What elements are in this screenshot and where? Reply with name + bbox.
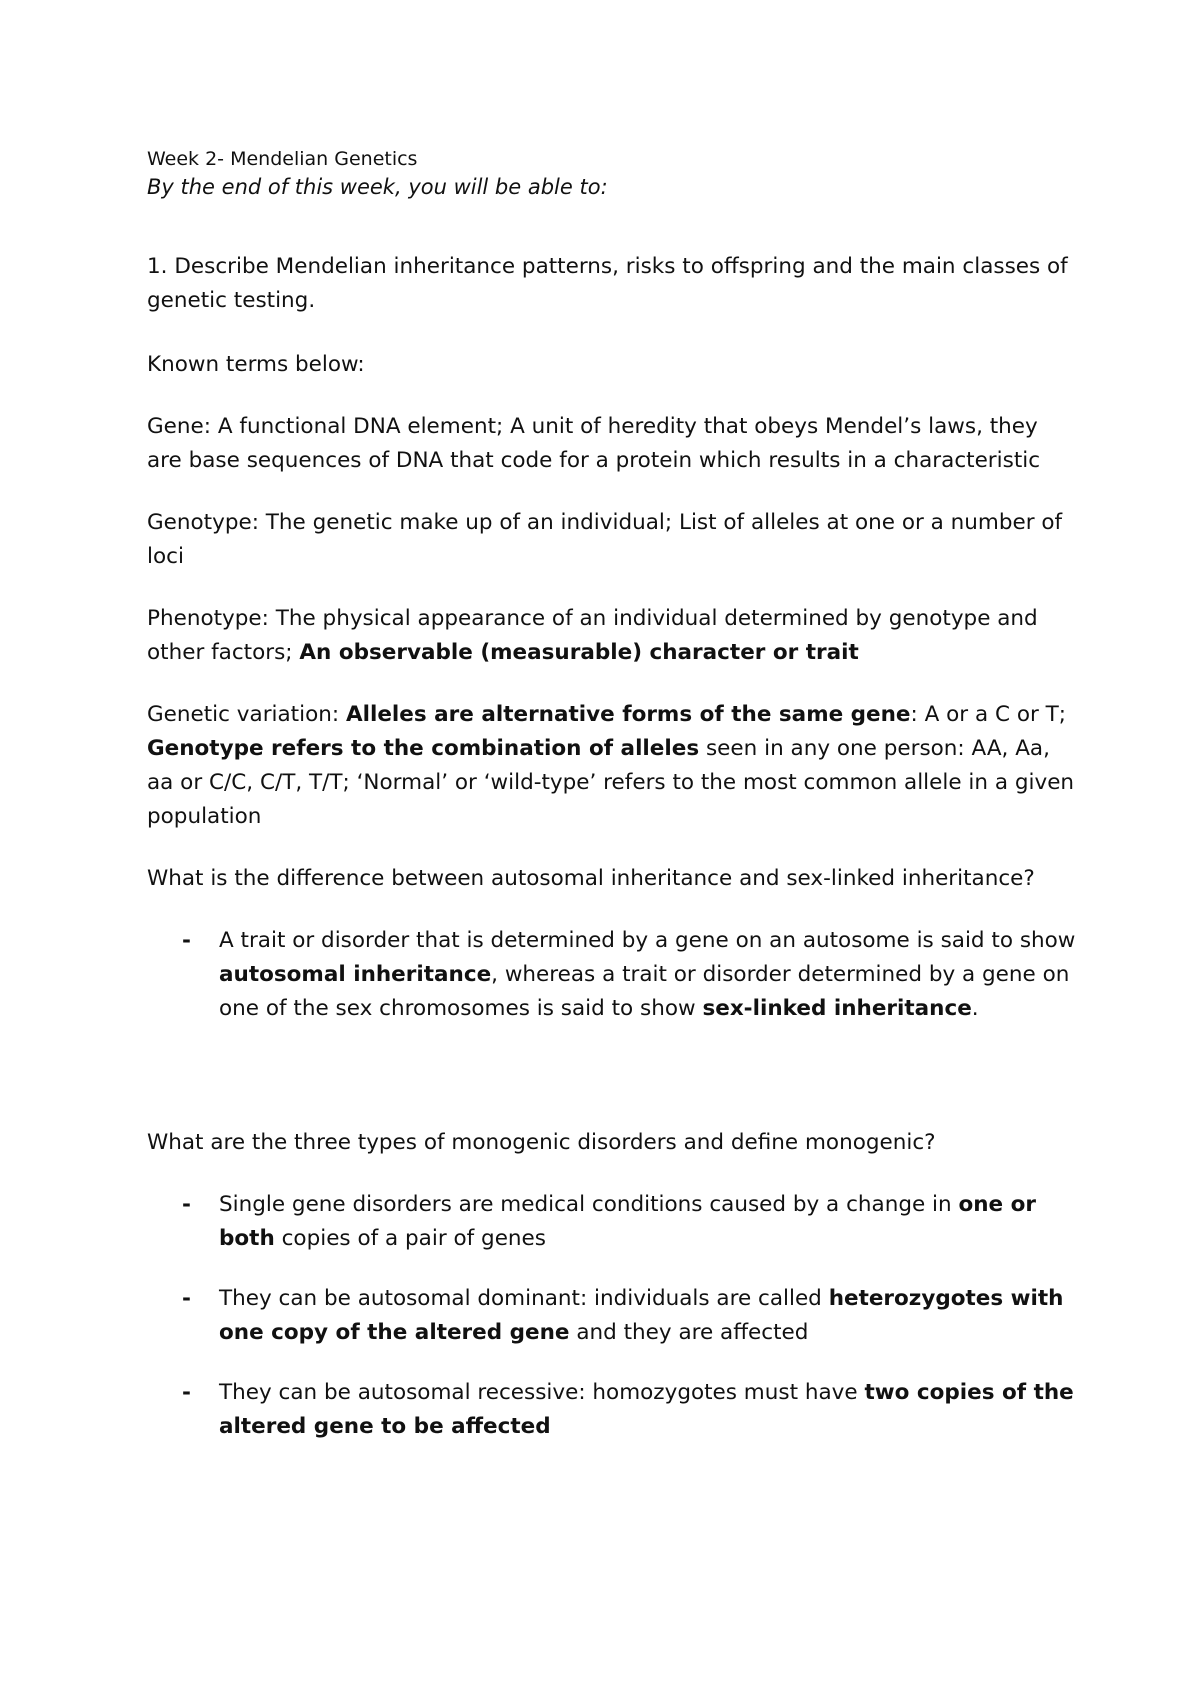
list-item [147,1376,1077,1444]
document-body [147,146,1077,1470]
term-genotype: Genotype: The genetic make up of an individual; List of alleles at one or a number of loci [147,510,1063,569]
term-phenotype: Phenotype: The physical appearance of an individual determined by genotype and other factors; An observable (measurable) character or trait [147,606,1038,665]
answer-text: . [971,996,979,1021]
term-label: Genotype [147,510,252,535]
term-text: : A or a C or T; [910,702,1067,727]
term-definition: A functional DNA element; A unit of heredity that obeys Mendel’s laws, they are base sequences of DNA that code for a protein which results in a characteristic [147,414,1041,473]
term-label: Phenotype [147,606,262,631]
bullet-dash: - [182,1286,191,1311]
answer-text: A trait or disorder that is determined by a gene on an autosome is said to show [219,928,1076,953]
known-terms-heading: Known terms below: [147,352,365,377]
page-title: Week 2- Mendelian Genetics [147,148,418,170]
list-item-text: copies of a pair of genes [281,1226,546,1251]
term-label: Gene [147,414,204,439]
term-label: Genetic variation [147,702,332,727]
question-monogenic: What are the three types of monogenic disorders and define monogenic? [147,1130,936,1155]
bullet-dash: - [182,928,191,953]
list-item-text: They can be autosomal dominant: individuals are called [219,1286,822,1311]
term-emphasis-genotype: Genotype refers to the combination of alleles [147,736,700,761]
answer-emphasis: sex-linked inheritance [702,996,972,1021]
learning-objective: 1. Describe Mendelian inheritance patterns, risks to offspring and the main classes of genetic testing. [147,254,1068,313]
term-emphasis-alleles: Alleles are alternative forms of the same gene [345,702,911,727]
list-item-emphasis: two copies of the altered gene to be affected [219,1380,1074,1439]
page-subtitle: By the end of this week, you will be able to: [147,175,608,199]
list-item-text: They can be autosomal recessive: homozygotes must have [219,1380,858,1405]
list-item-emphasis: heterozygotes with one copy of the altered gene [219,1286,1064,1345]
term-genetic-variation: Genetic variation: Alleles are alternative forms of the same gene: A or a C or T; Genotype refers to the combination of alleles seen in any one person: AA, Aa, aa or C/C, C/T, T/T; ‘Normal’ or ‘wild-type’ refers to the most common allele in a given population [147,702,1075,829]
bullet-dash: - [182,1192,191,1217]
question-inheritance: What is the difference between autosomal inheritance and sex-linked inheritance? [147,866,1035,891]
term-definition: The genetic make up of an individual; List of alleles at one or a number of loci [147,510,1063,569]
term-definition: The physical appearance of an individual determined by genotype and other factors; [147,606,1038,665]
list-item [147,1188,1077,1256]
list-item-text: and they are affected [576,1320,809,1345]
answer-emphasis: autosomal inheritance [219,962,492,987]
list-item-text: Single gene disorders are medical conditions caused by a change in [219,1192,952,1217]
answer-inheritance [147,924,1077,1026]
list-item-emphasis: one or both [219,1192,1037,1251]
bullet-dash: - [182,1380,191,1405]
term-gene: Gene: A functional DNA element; A unit of heredity that obeys Mendel’s laws, they are base sequences of DNA that code for a protein which results in a characteristic [147,414,1041,473]
term-definition-emphasis: An observable (measurable) character or trait [299,640,859,665]
term-text: seen in any one person: AA, Aa, aa or C/C, C/T, T/T; ‘Normal’ or ‘wild-type’ refers to the most common allele in a given population [147,736,1075,829]
answer-text: , whereas a trait or disorder determined by a gene on one of the sex chromosomes is said to show [219,962,1070,1021]
list-item [147,1282,1077,1350]
